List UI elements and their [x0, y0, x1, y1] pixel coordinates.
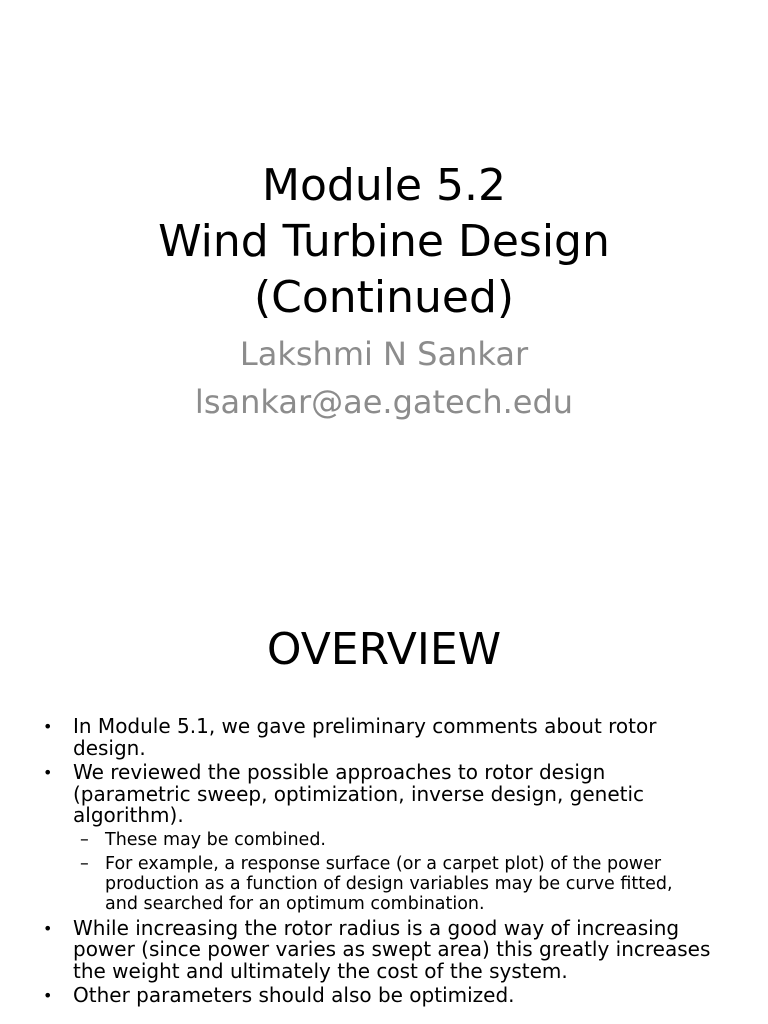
slide-subtitle [0, 330, 768, 426]
bullet-item [0, 985, 768, 1007]
author-name: Lakshmi N Sankar [239, 335, 529, 373]
bullet-marker: • [43, 763, 53, 782]
sub-bullet-list [0, 830, 728, 914]
bullet-list [0, 716, 768, 1010]
overview-slide [0, 576, 768, 1024]
bullet-text: Other parameters should also be optimized. [73, 983, 515, 1007]
sub-bullet-marker: – [80, 853, 89, 874]
bullet-item [0, 716, 768, 759]
bullet-marker: • [43, 986, 53, 1005]
bullet-text: While increasing the rotor radius is a good way of increasing power (since power varies as swept area) this greatly increases the weight and ultimately the cost of the system. [73, 915, 711, 983]
bullet-item [0, 915, 768, 983]
title-line-topic: Wind Turbine Design [158, 216, 610, 267]
author-email: lsankar@ae.gatech.edu [194, 383, 574, 421]
bullet-text: In Module 5.1, we gave preliminary comments about rotor design. [73, 714, 657, 760]
bullet-text: We reviewed the possible approaches to rotor design (parametric sweep, optimization, inverse design, genetic algorithm). [73, 760, 645, 827]
sub-bullet-text: For example, a response surface (or a carpet plot) of the power production as a function of design variables may be curve fitted, and searched for an optimum combination. [105, 853, 673, 914]
slide-title [0, 158, 768, 326]
sub-bullet-text: These may be combined. [105, 829, 326, 850]
sub-bullet-item [0, 830, 728, 850]
title-line-module: Module 5.2 [262, 160, 506, 211]
bullet-marker: • [43, 717, 53, 736]
title-line-continued: (Continued) [253, 272, 515, 323]
overview-title: OVERVIEW [266, 624, 502, 675]
bullet-item [0, 762, 768, 914]
sub-bullet-marker: – [80, 829, 89, 850]
sub-bullet-item [0, 854, 728, 914]
bullet-marker: • [43, 918, 53, 938]
